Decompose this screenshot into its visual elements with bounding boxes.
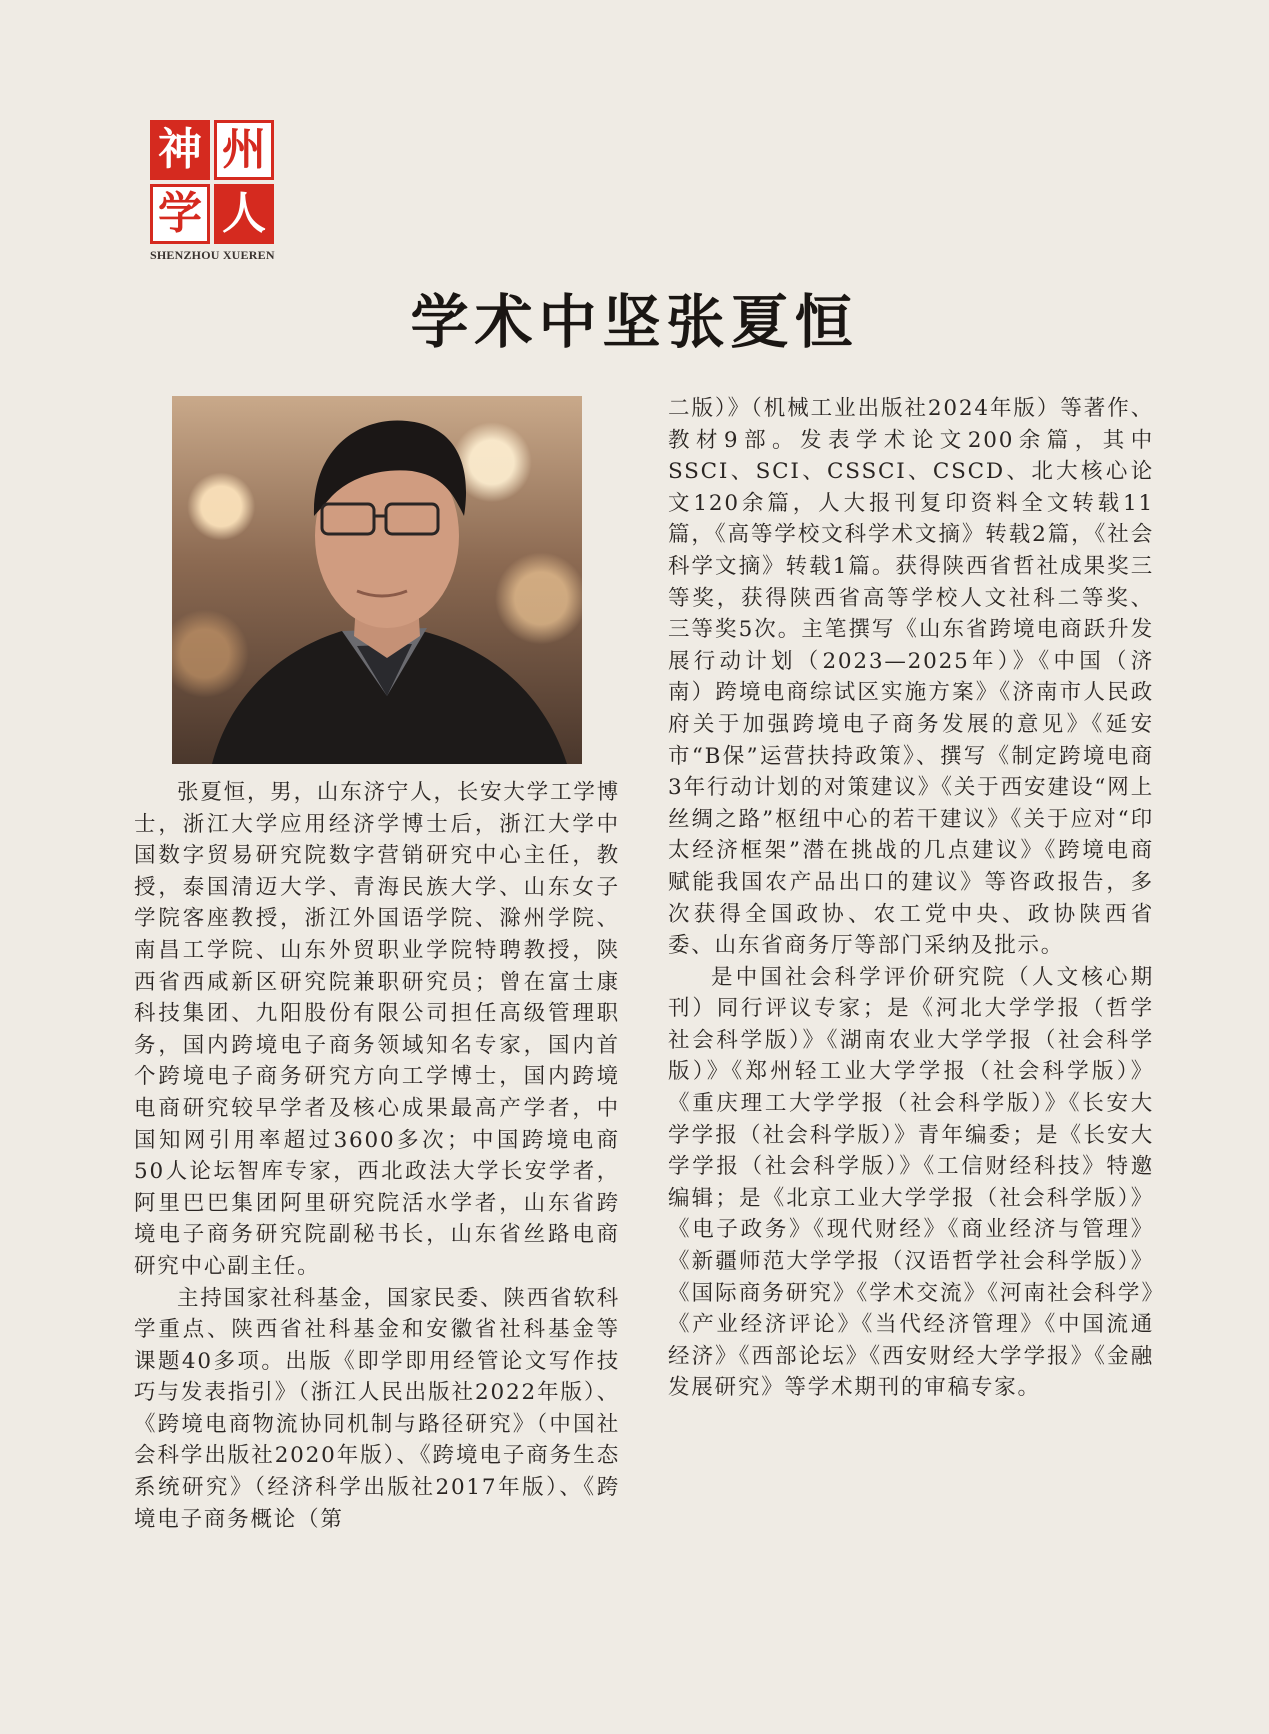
projects-paragraph: 主持国家社科基金，国家民委、陕西省软科学重点、陕西省社科基金和安徽省社科基金等课题40多项。出版《即学即用经管论文写作技巧与发表指引》（浙江人民出版社2022年版）、《跨境电商物流协同机制与路径研究》（中国社会科学出版社2020年版）、《跨境电子商务生态系统研究》（经济科学出版社2017年版）、《跨境电子商务概论（第 (134, 1285, 620, 1532)
portrait-illustration (172, 396, 582, 764)
logo-char-zhou: 州 (214, 120, 274, 180)
masthead-logo (150, 120, 276, 263)
logo-grid (150, 120, 276, 244)
logo-subtitle: SHENZHOU XUEREN (150, 248, 275, 262)
projects-paragraph-continued: 二版）》（机械工业出版社2024年版）等著作、教材9部。发表学术论文200余篇，其中SSCI、SCI、CSSCI、CSCD、北大核心论文120余篇，人大报刊复印资料全文转载11篇，《高等学校文科学术文摘》转载2篇，《社会科学文摘》转载1篇。获得陕西省哲社成果奖三等奖，获得陕西省高等学校人文社科二等奖、三等奖5次。主笔撰写《山东省跨境电商跃升发展行动计划（2023—2025年）》《中国（济南）跨境电商综试区实施方案》《济南市人民政府关于加强跨境电子商务发展的意见》《延安市“B保”运营扶持政策》、撰写《制定跨境电商3年行动计划的对策建议》《关于西安建设“网上丝绸之路”枢纽中心的若干建议》《关于应对“印太经济框架”潜在挑战的几点建议》《跨境电商赋能我国农产品出口的建议》等咨政报告，多次获得全国政协、农工党中央、政协陕西省委、山东省商务厅等部门采纳及批示。 (668, 396, 1154, 959)
bio-paragraph: 张夏恒，男，山东济宁人，长安大学工学博士，浙江大学应用经济学博士后，浙江大学中国数字贸易研究院数字营销研究中心主任，教授，泰国清迈大学、青海民族大学、山东女子学院客座教授，浙江外国语学院、滁州学院、南昌工学院、山东外贸职业学院特聘教授，陕西省西咸新区研究院兼职研究员；曾在富士康科技集团、九阳股份有限公司担任高级管理职务，国内跨境电子商务领域知名专家，国内首个跨境电子商务研究方向工学博士，国内跨境电商研究较早学者及核心成果最高产学者，中国知网引用率超过3600多次；中国跨境电商50人论坛智库专家，西北政法大学长安学者，阿里巴巴集团阿里研究院活水学者，山东省跨境电子商务研究院副秘书长，山东省丝路电商研究中心副主任。 (134, 780, 620, 1279)
logo-char-ren: 人 (214, 184, 274, 244)
portrait-photo (172, 396, 582, 764)
left-column (134, 777, 620, 1535)
logo-char-shen: 神 (150, 120, 210, 180)
logo-char-xue: 学 (150, 184, 210, 244)
editorial-roles-paragraph: 是中国社会科学评价研究院（人文核心期刊）同行评议专家；是《河北大学学报（哲学社会科学版）》《湖南农业大学学报（社会科学版）》《郑州轻工业大学学报（社会科学版）》《重庆理工大学学报（社会科学版）》《长安大学学报（社会科学版）》青年编委；是《长安大学学报（社会科学版）》《工信财经科技》特邀编辑；是《北京工业大学学报（社会科学版）》《电子政务》《现代财经》《商业经济与管理》《新疆师范大学学报（汉语哲学社会科学版）》《国际商务研究》《学术交流》《河南社会科学》《产业经济评论》《当代经济管理》《中国流通经济》《西部论坛》《西安财经大学学报》《金融发展研究》等学术期刊的审稿专家。 (668, 964, 1154, 1401)
right-column (668, 393, 1154, 1404)
article-title: 学术中坚张夏恒 (410, 288, 859, 356)
